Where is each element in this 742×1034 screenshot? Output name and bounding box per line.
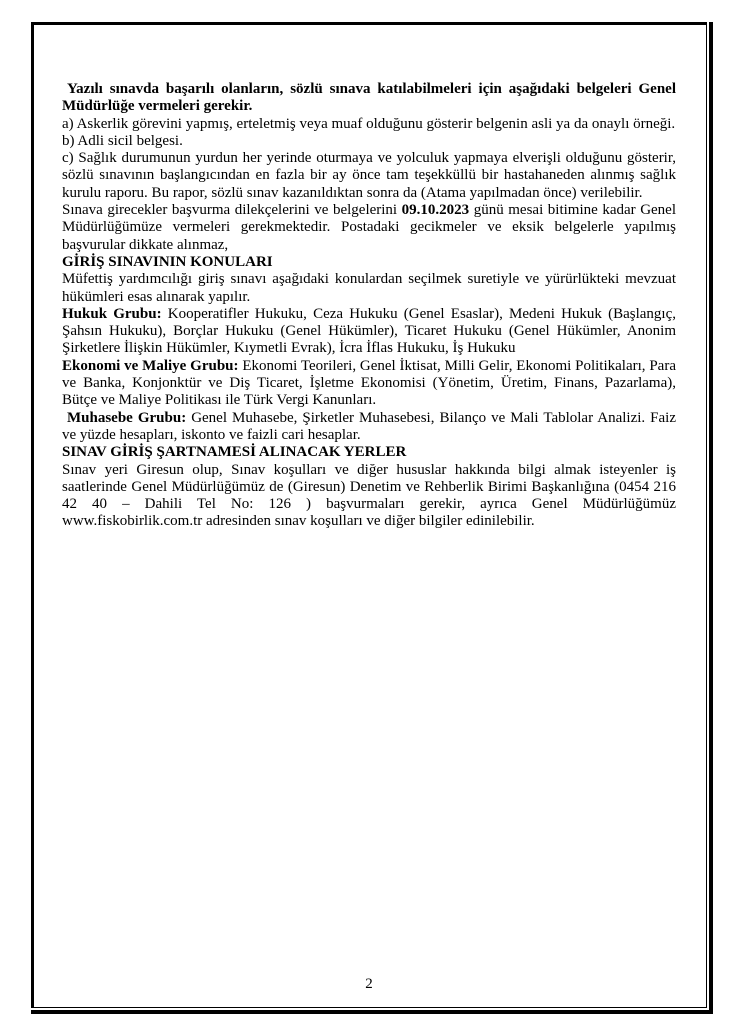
economy-finance-group-paragraph [62, 358, 676, 410]
page-border-shadow-bottom [31, 1010, 713, 1014]
accounting-group-label: Muhasebe Grubu: [67, 409, 187, 426]
accounting-group-paragraph [62, 410, 676, 445]
exam-location-contact-paragraph [62, 462, 676, 531]
economy-finance-group-label: Ekonomi ve Maliye Grubu: [62, 357, 239, 374]
exam-topics-intro-paragraph: Müfettiş yardımcılığı giriş sınavı aşağıdaki konulardan seçilmek suretiyle ve yürürlükteki mevzuat hükümleri esas alınarak yapılır. [62, 271, 676, 305]
law-group-label: Hukuk Grubu: [62, 305, 162, 322]
contact-text-post: adresinden sınav koşulları ve diğer bilgiler edinilebilir. [202, 513, 535, 530]
page-border-shadow-right [709, 22, 713, 1014]
page-number: 2 [365, 976, 373, 992]
contact-text-pre: Sınav yeri Giresun olup, Sınav koşulları ve diğer hususlar hakkında bilgi almak isteyenler iş saatlerinde Genel Müdürlüğümüz de (Giresun) Denetim ve Rehberlik Birimi Başkanlığına (0454 216 42 40 – Dahili Tel No: 126 ) başvurmaları gerekir, ayrıca Genel Müdürlüğümüz [62, 461, 676, 513]
intro-required-documents-paragraph: Yazılı sınavda başarılı olanların, sözlü sınava katılabilmeleri için aşağıdaki belgeleri Genel Müdürlüğe vermeleri gerekir. [62, 81, 676, 115]
economy-finance-group-topics: Ekonomi Teorileri, Genel İktisat, Milli Gelir, Ekonomi Politikaları, Para ve Banka, Konjonktür ve Diş Ticaret, İşletme Ekonomisi (Yönetim, Üretim, Finans, Pazarlama), Bütçe ve Maliye Politikası ile Türk Vergi Kanunları. [62, 357, 676, 409]
deadline-text-post: günü mesai bitimine kadar Genel Müdürlüğümüze vermeleri gerekmektedir. Postadaki gecikmeler ve eksik belgelerle yapılmış başvurular dikkate alınmaz, [62, 202, 677, 253]
law-group-paragraph [62, 306, 676, 358]
website-url: www.fiskobirlik.com.tr [62, 513, 203, 530]
deadline-date: 09.10.2023 [401, 202, 470, 219]
application-deadline-paragraph [62, 202, 676, 254]
list-item-a-military-service: a) Askerlik görevini yapmış, erteletmiş veya muaf olduğunu gösterir belgenin asli ya da onaylı örneği. [62, 115, 676, 132]
section-heading-exam-terms-locations: SINAV GİRİŞ ŞARTNAMESİ ALINACAK YERLER [62, 444, 407, 461]
section-heading-exam-topics: GİRİŞ SINAVININ KONULARI [62, 253, 273, 270]
list-item-c-health-report: c) Sağlık durumunun yurdun her yerinde oturmaya ve yolculuk yapmaya elverişli olduğunu gösterir, sözlü sınavının başlangıcından en fazla bir ay önce tam teşekküllü bir hastahaneden alınmış sağlık kurulu raporu. Bu rapor, sözlü sınav kazanıldıktan sonra da (Atama yapılmadan önce) verilebilir. [62, 150, 676, 201]
list-item-b-criminal-record: b) Adli sicil belgesi. [62, 132, 183, 149]
law-group-topics: Kooperatifler Hukuku, Ceza Hukuku (Genel Esaslar), Medeni Hukuk (Başlangıç, Şahsın Hukuku), Borçlar Hukuku (Genel Hükümler), Ticaret Hukuku (Genel Hükümler, Anonim Şirketlere İlişkin Hükümler, Kıymetli Evrak), İcra İflas Hukuku, İş Hukuku [62, 305, 676, 357]
accounting-group-topics: Genel Muhasebe, Şirketler Muhasebesi, Bilanço ve Mali Tablolar Analizi. Faiz ve yüzde hesapları, iskonto ve faizli cari hesaplar. [62, 409, 676, 443]
deadline-text-pre: Sınava girecekler başvurma dilekçelerini ve belgelerini [62, 202, 402, 219]
document-body [62, 81, 676, 531]
